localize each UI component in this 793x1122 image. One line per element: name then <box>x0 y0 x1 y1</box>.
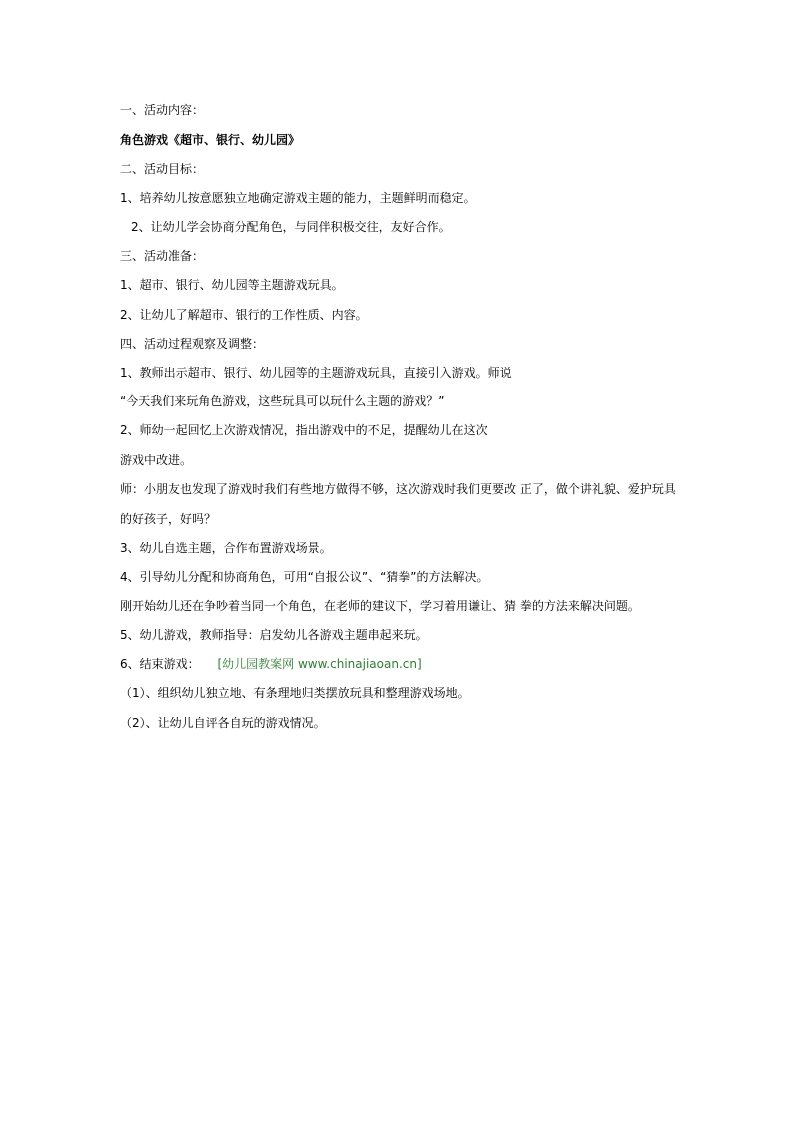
process-item-2: 2、师幼一起回忆上次游戏情况，指出游戏中的不足，提醒幼儿在这次 <box>120 423 488 437</box>
process-item-1-quote: “今天我们来玩角色游戏，这些玩具可以玩什么主题的游戏？” <box>120 394 445 408</box>
section-heading-process: 四、活动过程观察及调整： <box>120 337 265 351</box>
goal-item-1: 1、培养幼儿按意愿独立地确定游戏主题的能力，主题鲜明而稳定。 <box>120 191 476 205</box>
preparation-item-1: 1、超市、银行、幼儿园等主题游戏玩具。 <box>120 278 344 292</box>
preparation-item-2: 2、让幼儿了解超市、银行的工作性质、内容。 <box>120 308 368 322</box>
ending-step-2: （2）、让幼儿自评各自玩的游戏情况。 <box>120 716 326 730</box>
activity-title: 角色游戏《超市、银行、幼儿园》 <box>120 133 301 147</box>
watermark-link[interactable]: [幼儿园教案网 www.chinajiaoan.cn] <box>217 657 422 671</box>
section-heading-goals: 二、活动目标： <box>120 162 205 176</box>
process-item-6-label: 6、结束游戏： <box>120 657 200 671</box>
ending-step-1: （1）、组织幼儿独立地、有条理地归类摆放玩具和整理游戏场地。 <box>120 686 470 700</box>
process-item-4: 4、引导幼儿分配和协商角色，可用“自报公议”、“猜拳”的方法解决。 <box>120 570 489 584</box>
process-item-1: 1、教师出示超市、银行、幼儿园等的主题游戏玩具，直接引入游戏。师说 <box>120 366 512 380</box>
process-item-5: 5、幼儿游戏，教师指导：启发幼儿各游戏主题串起来玩。 <box>120 628 428 642</box>
teacher-remark: 师：小朋友也发现了游戏时我们有些地方做得不够，这次游戏时我们更要改 正了，做个讲礼貌、爱护玩具 <box>120 482 676 496</box>
section-heading-preparation: 三、活动准备： <box>120 249 205 263</box>
observation-note: 刚开始幼儿还在争吵着当同一个角色，在老师的建议下，学习着用谦让、猜 拳的方法来解决问题。 <box>120 599 640 613</box>
process-item-2-cont: 游戏中改进。 <box>120 453 193 467</box>
teacher-remark-cont: 的好孩子，好吗？ <box>120 512 217 526</box>
process-item-3: 3、幼儿自选主题，合作布置游戏场景。 <box>120 541 332 555</box>
process-item-6 <box>120 656 422 672</box>
goal-item-2: 2、让幼儿学会协商分配角色，与同伴积极交往，友好合作。 <box>131 220 451 234</box>
section-heading-content: 一、活动内容： <box>120 103 205 117</box>
